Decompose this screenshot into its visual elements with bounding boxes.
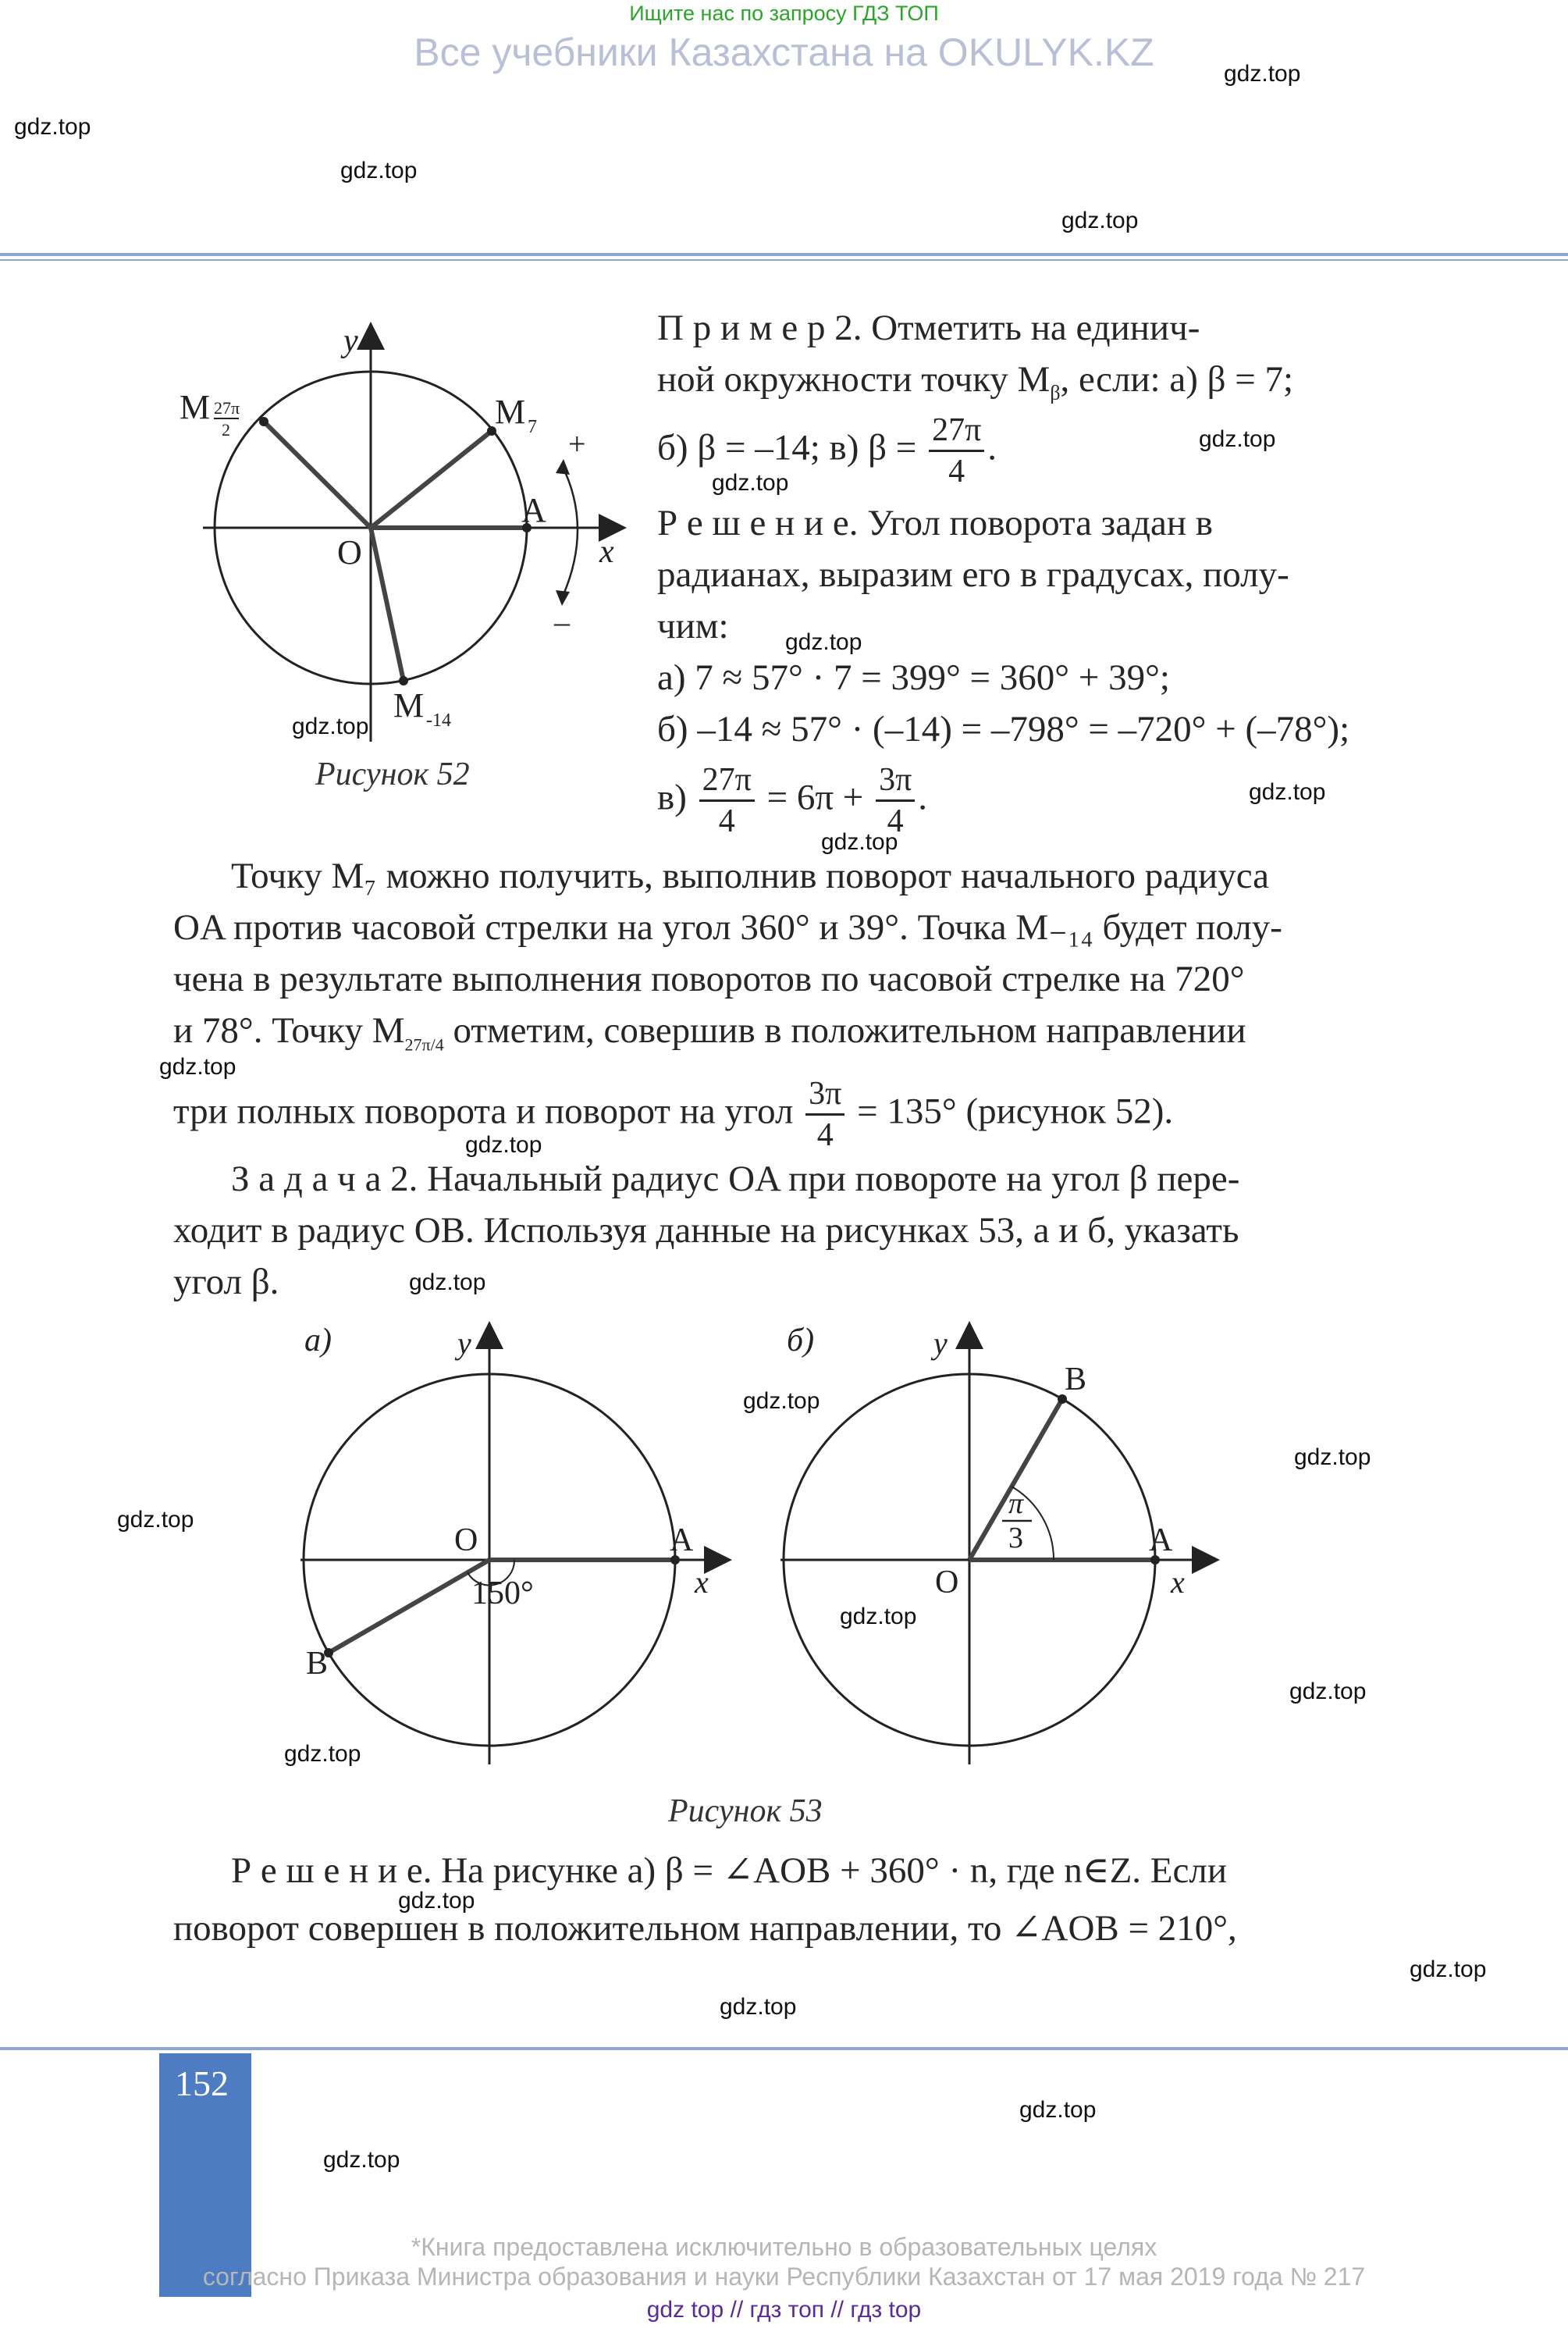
fig53b-b: B <box>1065 1362 1087 1397</box>
solution2-line-2: поворот совершен в положительном направлении, то ∠AOB = 210°, <box>173 1908 1237 1949</box>
radius-m7 <box>371 431 492 528</box>
watermark: gdz.top <box>821 829 898 855</box>
watermark: gdz.top <box>323 2147 400 2173</box>
page-number: 152 <box>175 2063 229 2103</box>
watermark: gdz.top <box>465 1132 542 1158</box>
paragraph-line-3: чена в результате выполнения поворотов по часовой стрелке на 720° <box>173 959 1245 999</box>
figure-52 <box>156 320 640 757</box>
watermark: gdz.top <box>409 1269 486 1295</box>
solution-line-3: чим: <box>657 606 729 646</box>
paragraph-line-2: OA против часовой стрелки на угол 360° и 39°. Точка M₋₁₄ будет полу- <box>173 907 1282 948</box>
figure-53 <box>281 1319 1264 1772</box>
header-rule-bottom <box>0 259 1568 261</box>
fig53b-angle-num: π <box>1008 1487 1024 1520</box>
example-line-2: ной окружности точку $M_\beta$, если: а) β = 7; <box>657 359 1294 404</box>
watermark: gdz.top <box>743 1388 820 1414</box>
fig53a-x: x <box>695 1565 709 1600</box>
footer-note-2: согласно Приказа Министра образования и науки Республики Казахстан от 17 мая 2019 года № 217 <box>202 2263 1366 2291</box>
fig53b-o: O <box>935 1565 959 1600</box>
solution2-line-1: Р е ш е н и е. На рисунке а) β = ∠AOB + 360° · n, где n∈Z. Если <box>231 1850 1227 1891</box>
arc-arrow-down <box>556 590 570 606</box>
solution-line-1: Р е ш е н и е. Угол поворота задан в <box>657 503 1213 543</box>
paragraph-line-5: три полных поворота и поворот на угол $\frac{3\pi}{4}$ = 135° (рисунок 52). <box>173 1076 1174 1153</box>
watermark: gdz.top <box>1224 61 1301 87</box>
fig53-a-label: а) <box>304 1323 332 1358</box>
fig53b-y: y <box>933 1326 948 1361</box>
watermark: gdz.top <box>785 629 862 655</box>
label-m14-sub: -14 <box>426 710 451 731</box>
watermark: gdz.top <box>1019 2097 1097 2123</box>
fig53b-x: x <box>1171 1565 1185 1600</box>
label-a: A <box>521 491 546 529</box>
fig53a-angle: 150° <box>471 1575 534 1611</box>
watermark: gdz.top <box>340 158 418 183</box>
label-x: x <box>599 534 614 570</box>
watermark: gdz.top <box>159 1054 236 1080</box>
watermark: gdz.top <box>1249 779 1326 805</box>
footer-rule <box>0 2047 1568 2050</box>
label-m27-den: 2 <box>222 420 230 440</box>
label-m14: M <box>393 686 425 725</box>
label-minus: – <box>554 604 570 639</box>
fraction-27pi-4: $\frac{27\pi}{4}$ <box>929 414 984 488</box>
header-rule-top <box>0 253 1568 256</box>
fig53a-o: O <box>454 1522 478 1558</box>
rotation-arc <box>562 465 578 598</box>
site-banner[interactable]: Все учебники Казахстана на OKULYK.KZ <box>414 30 1154 74</box>
fig53b-angle-den: 3 <box>1008 1522 1023 1554</box>
paragraph-line-4: и 78°. Точку $M_{27\pi/4}$ отметим, совершив в положительном направлении <box>173 1010 1246 1055</box>
fig53a-a: A <box>670 1522 694 1558</box>
fig53-b-label: б) <box>787 1323 815 1358</box>
label-m27-num: 27π <box>214 398 240 418</box>
example-line-3: б) β = –14; в) β = $\frac{27\pi}{4}$ . <box>657 412 997 490</box>
fig53b-a: A <box>1149 1522 1173 1558</box>
label-o: O <box>337 533 362 571</box>
figure-52-caption: Рисунок 52 <box>315 757 470 792</box>
calc-a: а) 7 ≈ 57° · 7 = 399° = 360° + 39°; <box>657 657 1170 698</box>
watermark: gdz.top <box>398 1888 475 1914</box>
watermark: gdz.top <box>117 1507 194 1533</box>
watermark: gdz.top <box>14 114 91 140</box>
calc-b: б) –14 ≈ 57° · (–14) = –798° = –720° + (–78°); <box>657 709 1350 749</box>
paragraph-line-1: Точку M₇ можно получить, выполнив поворот начального радиуса <box>231 856 1269 896</box>
solution-line-2: радианах, выразим его в градусах, полу- <box>657 554 1289 595</box>
calc-v: в) $\frac{27\pi}{4}$ = 6π + $\frac{3\pi}{4}$ . <box>657 762 928 839</box>
point-m27 <box>259 417 268 426</box>
example-line-1: П р и м е р 2. Отметить на единич- <box>657 308 1200 348</box>
fig53a-y: y <box>457 1326 471 1361</box>
watermark: gdz.top <box>1061 208 1139 233</box>
task-line-2: ходит в радиус OB. Используя данные на рисунках 53, а и б, указать <box>173 1210 1239 1251</box>
figure-53-caption: Рисунок 53 <box>668 1793 823 1829</box>
watermark: gdz.top <box>284 1741 361 1767</box>
radius-m14 <box>371 528 404 681</box>
point-m14 <box>399 676 408 685</box>
radius-m27 <box>264 422 371 528</box>
footer-links[interactable]: gdz top // гдз топ // гдз top <box>646 2297 922 2323</box>
label-plus: + <box>568 426 586 461</box>
watermark: gdz.top <box>712 470 789 496</box>
label-y: y <box>343 323 358 359</box>
task-line-3: угол β. <box>173 1262 279 1302</box>
label-m7: M <box>495 393 526 431</box>
label-m7-sub: 7 <box>528 417 537 437</box>
footer-note-1: *Книга предоставлена исключительно в образовательных целях <box>411 2233 1157 2261</box>
task-line-1: З а д а ч а 2. Начальный радиус OA при повороте на угол β пере- <box>231 1159 1240 1199</box>
label-m27: M <box>180 388 211 426</box>
watermark: gdz.top <box>1289 1679 1367 1704</box>
watermark: gdz.top <box>840 1604 917 1629</box>
watermark: gdz.top <box>720 1994 797 2020</box>
watermark: gdz.top <box>292 714 369 739</box>
watermark: gdz.top <box>1294 1444 1371 1470</box>
arc-arrow-up <box>556 459 570 475</box>
watermark: gdz.top <box>1410 1956 1487 1982</box>
search-hint: Ищите нас по запросу ГДЗ ТОП <box>629 2 939 25</box>
fig53a-b: B <box>306 1646 329 1682</box>
watermark: gdz.top <box>1199 426 1276 452</box>
